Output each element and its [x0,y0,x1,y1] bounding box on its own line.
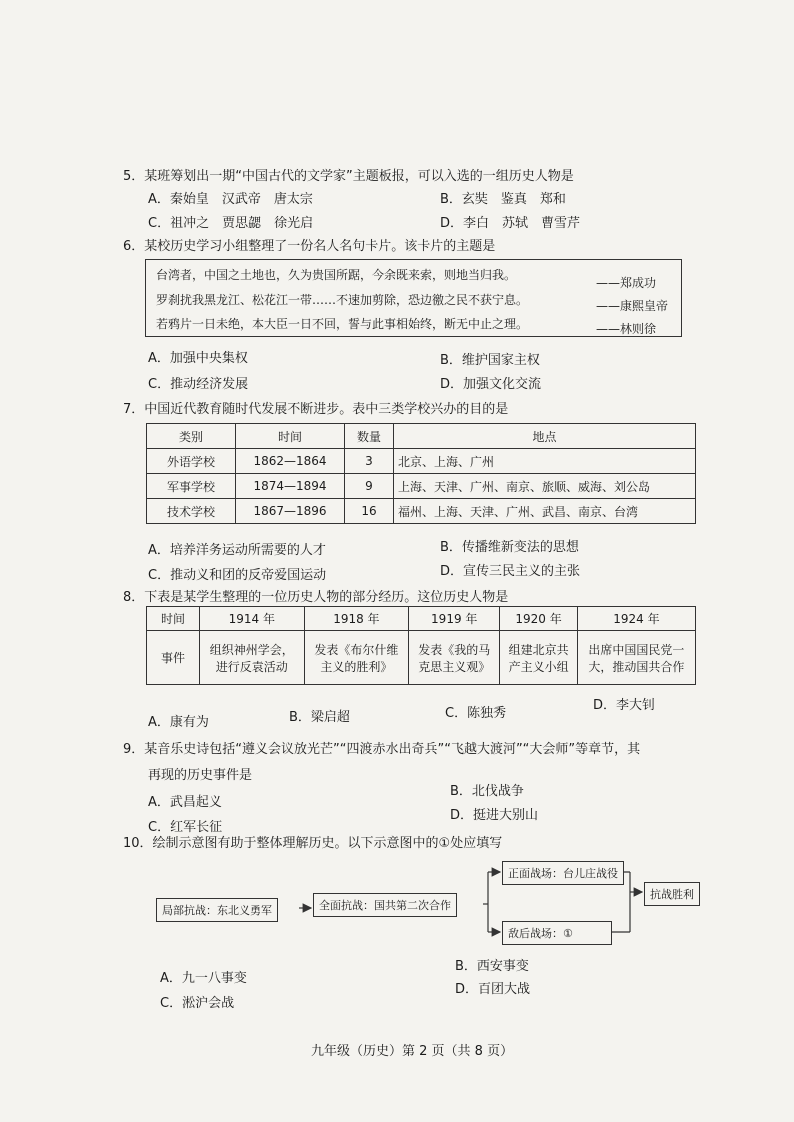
q9-stem-line2: 再现的历史事件是 [148,768,253,783]
table-header-row [147,424,696,449]
q7-stem: 7．中国近代教育随时代发展不断进步。表中三类学校兴办的目的是 [123,402,509,417]
table-cell: 组织神州学会， 进行反袁活动 [200,631,305,685]
table-cell: 1874—1894 [236,474,345,499]
table-row [147,474,696,499]
q8-option-c: C．陈独秀 [445,706,507,721]
table-cell: 组建北京共 产主义小组 [500,631,578,685]
table-cell: 9 [345,474,394,499]
q5-option-b: B．玄奘 鉴真 郑和 [440,192,566,207]
table-cell: 出席中国国民党一 大，推动国共合作 [577,631,695,685]
table-cell: 16 [345,499,394,524]
table-cell: 1920 年 [500,607,578,631]
quote-line-3: 若鸦片一日未绝，本大臣一日不回，誓与此事相始终，断无中止之理。 [156,317,529,331]
q8-option-b: B．梁启超 [289,710,350,725]
q8-option-a: A．康有为 [148,715,209,730]
q7-option-b: B．传播维新变法的思想 [440,540,579,555]
war-diagram [150,856,710,944]
q5-stem: 5．某班筹划出一期“中国古代的文学家”主题板报，可以入选的一组历史人物是 [123,169,574,184]
table-header: 数量 [345,424,394,449]
q5-option-a: A．秦始皇 汉武帝 唐太宗 [148,192,313,207]
q10-option-a: A．九一八事变 [160,971,247,986]
quote-author-1: ——郑成功 [596,276,657,290]
biography-table [146,606,696,685]
q10-stem: 10．绘制示意图有助于整体理解历史。以下示意图中的①处应填写 [123,836,503,851]
table-cell: 军事学校 [147,474,236,499]
local-resistance-box: 局部抗战：东北义勇军 [156,898,278,922]
table-cell: 1924 年 [577,607,695,631]
table-cell: 发表《布尔什维 主义的胜利》 [304,631,409,685]
q6-option-c: C．推动经济发展 [148,377,249,392]
table-row [147,449,696,474]
q7-option-c: C．推动义和团的反帝爱国运动 [148,568,327,583]
table-cell: 3 [345,449,394,474]
q6-option-d: D．加强文化交流 [440,377,542,392]
quote-line-2: 罗刹扰我黑龙江、松花江一带……不速加剪除，恐边徼之民不获宁息。 [156,293,529,307]
table-cell: 事件 [147,631,200,685]
q8-stem: 8．下表是某学生整理的一位历史人物的部分经历。这位历史人物是 [123,590,509,605]
table-cell: 技术学校 [147,499,236,524]
q9-stem-line1: 9．某音乐史诗包括“遵义会议放光芒”“四渡赤水出奇兵”“飞越大渡河”“大会师”等章节，其 [123,742,641,757]
table-cell: 时间 [147,607,200,631]
table-row [147,499,696,524]
q10-option-b: B．西安事变 [455,959,529,974]
table-cell: 上海、天津、广州、南京、旅顺、威海、刘公岛 [394,474,696,499]
q10-option-c: C．淞沪会战 [160,996,235,1011]
q6-option-b: B．维护国家主权 [440,353,540,368]
q8-option-d: D．李大钊 [593,698,656,713]
table-header: 地点 [394,424,696,449]
q9-option-b: B．北伐战争 [450,784,524,799]
q5-option-d: D．李白 苏轼 曹雪芹 [440,216,581,231]
page-footer: 九年级（历史）第 2 页（共 8 页） [311,1044,514,1059]
table-header: 类别 [147,424,236,449]
table-header: 时间 [236,424,345,449]
school-table [146,423,696,524]
table-row [147,607,696,631]
quote-card [145,259,682,337]
table-row [147,631,696,685]
table-cell: 1919 年 [409,607,500,631]
q6-option-a: A．加强中央集权 [148,351,248,366]
full-resistance-box: 全面抗战：国共第二次合作 [313,893,457,917]
q7-option-d: D．宣传三民主义的主张 [440,564,581,579]
table-cell: 发表《我的马 克思主义观》 [409,631,500,685]
victory-box: 抗战胜利 [644,882,700,906]
quote-line-1: 台湾者，中国之土地也，久为贵国所踞，今余既来索，则地当归我。 [156,268,517,282]
table-cell: 1867—1896 [236,499,345,524]
q6-stem: 6．某校历史学习小组整理了一份名人名句卡片。该卡片的主题是 [123,239,496,254]
q9-option-d: D．挺进大别山 [450,808,539,823]
q5-option-c: C．祖冲之 贾思勰 徐光启 [148,216,314,231]
q10-option-d: D．百团大战 [455,982,531,997]
quote-author-2: ——康熙皇帝 [596,299,669,313]
table-cell: 福州、上海、天津、广州、武昌、南京、台湾 [394,499,696,524]
q9-option-c: C．红军长征 [148,820,223,835]
table-cell: 1862—1864 [236,449,345,474]
table-cell: 1914 年 [200,607,305,631]
table-cell: 北京、上海、广州 [394,449,696,474]
quote-author-3: ——林则徐 [596,322,657,336]
rear-battlefield-box: 敌后战场：① [502,921,612,945]
table-cell: 外语学校 [147,449,236,474]
q9-option-a: A．武昌起义 [148,795,222,810]
table-cell: 1918 年 [304,607,409,631]
front-battlefield-box: 正面战场：台儿庄战役 [502,861,624,885]
q7-option-a: A．培养洋务运动所需要的人才 [148,543,326,558]
